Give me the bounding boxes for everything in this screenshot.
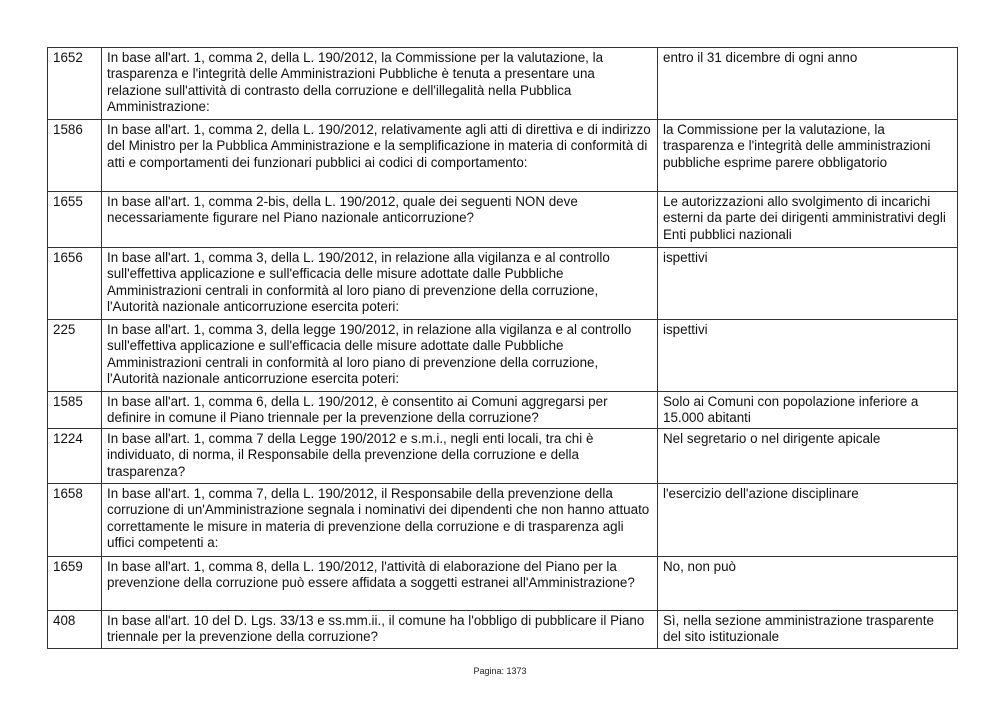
answer-text: l'esercizio dell'azione disciplinare [658, 484, 958, 557]
table-row [48, 611, 958, 649]
table-row [48, 392, 958, 429]
answer-text: Le autorizzazioni allo svolgimento di incarichi esterni da parte dei dirigenti amministrativi degli Enti pubblici nazionali [658, 192, 958, 248]
table-row [48, 192, 958, 248]
question-text: In base all'art. 1, comma 3, della L. 190/2012, in relazione alla vigilanza e al controllo sull'effettiva applicazione e sull'efficacia delle misure adottate dalle Pubbliche Amministrazioni centrali in conformità al loro piano di prevenzione della corruzione, l'Autorità nazionale anticorruzione esercita poteri: [102, 248, 658, 320]
table-row [48, 557, 958, 611]
table-row [48, 429, 958, 484]
question-text: In base all'art. 1, comma 7, della L. 190/2012, il Responsabile della prevenzione della corruzione di un'Amministrazione segnala i nominativi dei dipendenti che non hanno attuato correttamente le misure in materia di prevenzione della corruzione e di trasparenza agli uffici competenti a: [102, 484, 658, 557]
question-text: In base all'art. 1, comma 2, della L. 190/2012, relativamente agli atti di direttiva e di indirizzo del Ministro per la Pubblica Amministrazione e la semplificazione in materia di conformità di atti e comportamenti dei funzionari pubblici ai codici di comportamento: [102, 120, 658, 192]
question-id: 1652 [48, 48, 102, 120]
question-text: In base all'art. 1, comma 3, della legge 190/2012, in relazione alla vigilanza e al controllo sull'effettiva applicazione e sull'efficacia delle misure adottate dalle Pubbliche Amministrazioni centrali in conformità al loro piano di prevenzione della corruzione, l'Autorità nazionale anticorruzione esercita poteri: [102, 320, 658, 392]
table-row [48, 120, 958, 192]
answer-text: ispettivi [658, 248, 958, 320]
question-text: In base all'art. 1, comma 8, della L. 190/2012, l'attività di elaborazione del Piano per la prevenzione della corruzione può essere affidata a soggetti estranei all'Amministrazione? [102, 557, 658, 611]
question-text: In base all'art. 1, comma 2, della L. 190/2012, la Commissione per la valutazione, la trasparenza e l'integrità delle Amministrazioni Pubbliche è tenuta a presentare una relazione sull'attività di contrasto della corruzione e dell'illegalità nella Pubblica Amministrazione: [102, 48, 658, 120]
answer-text: Sì, nella sezione amministrazione trasparente del sito istituzionale [658, 611, 958, 649]
question-id: 1658 [48, 484, 102, 557]
questions-table [47, 47, 958, 649]
table-row [48, 248, 958, 320]
question-id: 1655 [48, 192, 102, 248]
questions-table-body [48, 48, 958, 649]
question-id: 1659 [48, 557, 102, 611]
answer-text: entro il 31 dicembre di ogni anno [658, 48, 958, 120]
answer-text: la Commissione per la valutazione, la trasparenza e l'integrità delle amministrazioni pubbliche esprime parere obbligatorio [658, 120, 958, 192]
page-number: Pagina: 1373 [473, 666, 527, 676]
question-text: In base all'art. 1, comma 6, della L. 190/2012, è consentito ai Comuni aggregarsi per definire in comune il Piano triennale per la prevenzione della corruzione? [102, 392, 658, 429]
question-text: In base all'art. 1, comma 2-bis, della L. 190/2012, quale dei seguenti NON deve necessariamente figurare nel Piano nazionale anticorruzione? [102, 192, 658, 248]
question-id: 1656 [48, 248, 102, 320]
table-row [48, 48, 958, 120]
table-row [48, 484, 958, 557]
question-id: 408 [48, 611, 102, 649]
question-id: 1224 [48, 429, 102, 484]
question-text: In base all'art. 1, comma 7 della Legge 190/2012 e s.m.i., negli enti locali, tra chi è individuato, di norma, il Responsabile della prevenzione della corruzione e della trasparenza? [102, 429, 658, 484]
question-text: In base all'art. 10 del D. Lgs. 33/13 e ss.mm.ii., il comune ha l'obbligo di pubblicare il Piano triennale per la prevenzione della corruzione? [102, 611, 658, 649]
question-id: 1585 [48, 392, 102, 429]
answer-text: ispettivi [658, 320, 958, 392]
answer-text: Solo ai Comuni con popolazione inferiore a 15.000 abitanti [658, 392, 958, 429]
question-id: 225 [48, 320, 102, 392]
answer-text: No, non può [658, 557, 958, 611]
table-row [48, 320, 958, 392]
question-id: 1586 [48, 120, 102, 192]
answer-text: Nel segretario o nel dirigente apicale [658, 429, 958, 484]
